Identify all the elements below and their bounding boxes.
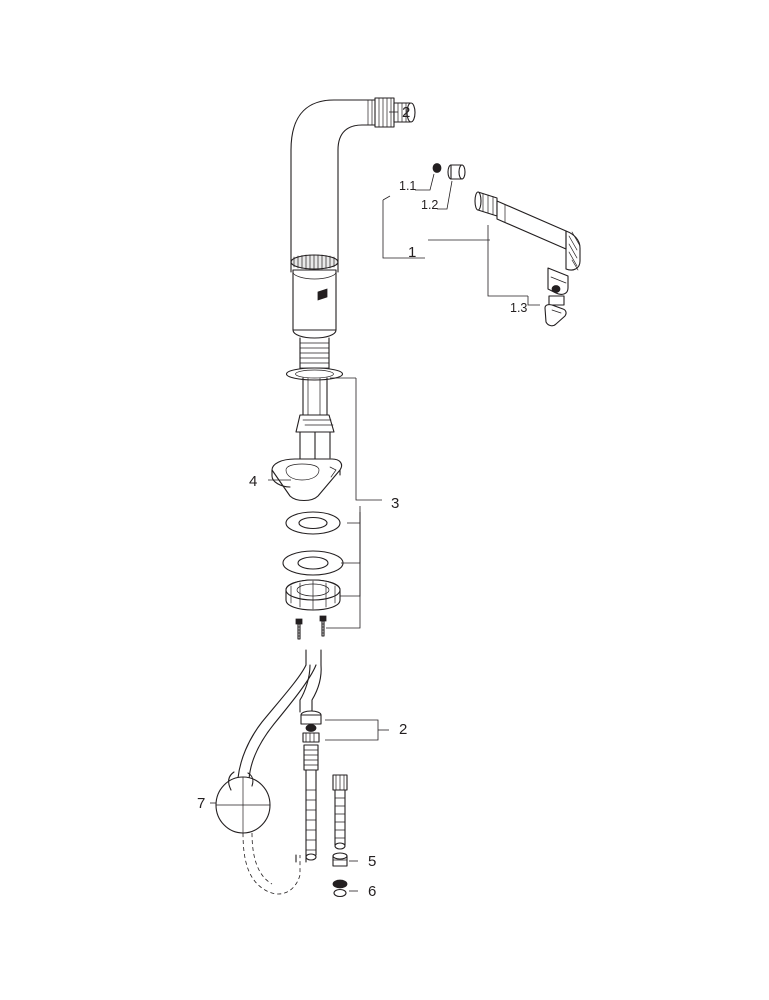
callout-1-1: 1.1 xyxy=(399,179,417,193)
callout-1: 1 xyxy=(408,244,417,261)
seal-part6 xyxy=(333,880,347,897)
fixing-screws xyxy=(296,616,326,639)
washer-stack-part3 xyxy=(283,512,343,610)
callout-2-bottom: 2 xyxy=(399,721,408,738)
callout-1-3: 1.3 xyxy=(510,301,528,315)
nut-part5 xyxy=(333,853,347,866)
callout-1-2: 1.2 xyxy=(421,198,439,212)
callout-7: 7 xyxy=(197,795,206,812)
connection-hoses-upper xyxy=(296,415,334,460)
callout-5: 5 xyxy=(368,853,377,870)
pull-out-spray-head xyxy=(475,192,580,294)
flexible-hose-loose xyxy=(333,775,347,849)
leader-lines-top xyxy=(383,112,540,305)
callout-2-top: 2 xyxy=(402,104,411,121)
hose-connector-part2 xyxy=(301,711,321,860)
callout-4: 4 xyxy=(249,473,258,490)
callout-3: 3 xyxy=(391,495,400,512)
small-parts-group xyxy=(433,164,465,180)
spout-assembly xyxy=(291,100,375,262)
mixer-body xyxy=(291,255,338,338)
callout-6: 6 xyxy=(368,883,377,900)
lever-handle-part7 xyxy=(216,772,306,894)
